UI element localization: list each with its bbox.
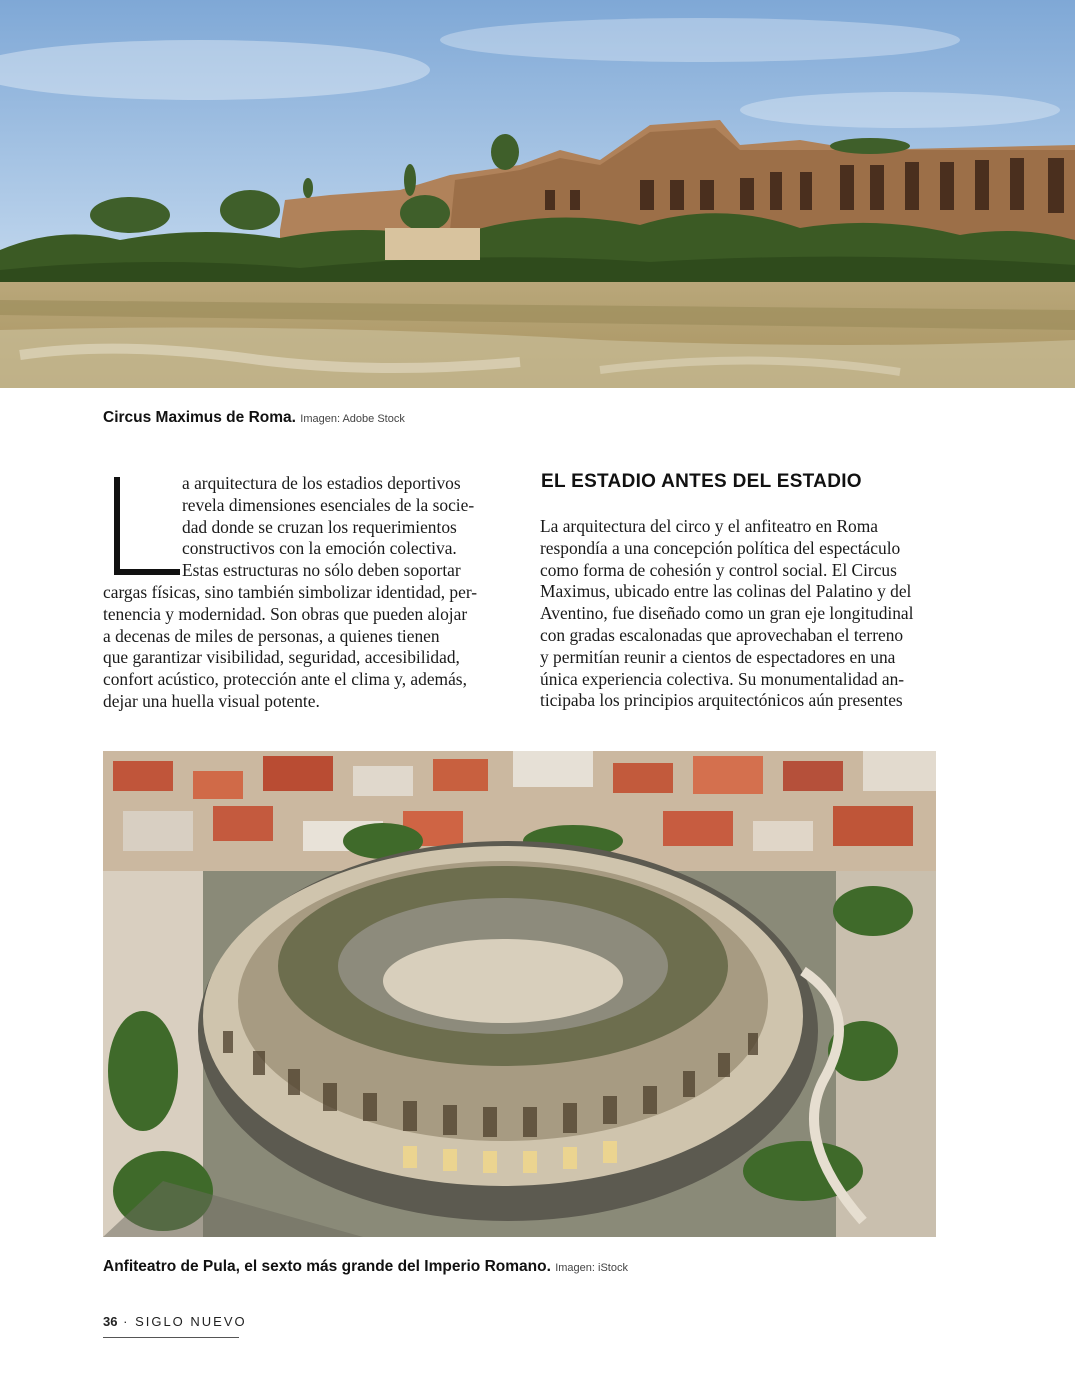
pula-amphitheatre-photo xyxy=(103,751,936,1237)
body-line: respondía a una concepción política del espectáculo xyxy=(540,537,901,558)
caption-credit: Imagen: iStock xyxy=(555,1262,628,1274)
caption-title: Anfiteatro de Pula, el sexto más grande del Imperio Romano. xyxy=(103,1258,551,1275)
body-line: ticipaba los principios arquitectónicos aún presentes xyxy=(540,690,903,711)
body-line: única experiencia colectiva. Su monumentalidad an- xyxy=(540,668,905,689)
body-line: revela dimensiones esenciales de la socie- xyxy=(182,494,475,515)
photo-caption-top xyxy=(103,409,405,427)
article-section-column xyxy=(540,516,940,712)
body-line: y permitían reunir a cientos de espectadores en una xyxy=(540,646,896,667)
circus-maximus-photo xyxy=(0,0,1075,388)
body-line: a arquitectura de los estadios deportivos xyxy=(182,473,461,493)
body-line: Estas estructuras no sólo deben soportar xyxy=(182,560,461,581)
body-line: constructivos con la emoción colectiva. xyxy=(182,538,457,559)
body-line: dad donde se cruzan los requerimientos xyxy=(182,516,457,537)
body-line: que garantizar visibilidad, seguridad, accesibilidad, xyxy=(103,647,460,668)
caption-credit: Imagen: Adobe Stock xyxy=(300,413,405,425)
body-line: con gradas escalonadas que aprovechaban el terreno xyxy=(540,624,904,645)
caption-title: Circus Maximus de Roma. xyxy=(103,409,296,426)
folio-separator: · xyxy=(123,1314,130,1329)
folio-rule xyxy=(103,1337,239,1338)
page-number: 36 xyxy=(103,1314,118,1329)
photo-caption-bottom xyxy=(103,1258,628,1276)
article-intro-column xyxy=(103,473,503,713)
publication-name: SIGLO NUEVO xyxy=(135,1314,247,1329)
body-line: confort acústico, protección ante el clima y, además, xyxy=(103,669,467,690)
section-heading: EL ESTADIO ANTES DEL ESTADIO xyxy=(541,471,862,492)
body-line: cargas físicas, sino también simbolizar identidad, per- xyxy=(103,581,478,602)
body-line: tenencia y modernidad. Son obras que pueden alojar xyxy=(103,603,468,624)
body-line: como forma de cohesión y control social. El Circus xyxy=(540,559,897,580)
body-line: Maximus, ubicado entre las colinas del Palatino y del xyxy=(540,581,912,602)
body-line: Aventino, fue diseñado como un gran eje longitudinal xyxy=(540,603,914,624)
body-line: dejar una huella visual potente. xyxy=(103,690,320,711)
body-line: a decenas de miles de personas, a quienes tienen xyxy=(103,625,440,646)
body-line: La arquitectura del circo y el anfiteatro en Roma xyxy=(540,516,878,536)
page-folio xyxy=(103,1314,247,1329)
